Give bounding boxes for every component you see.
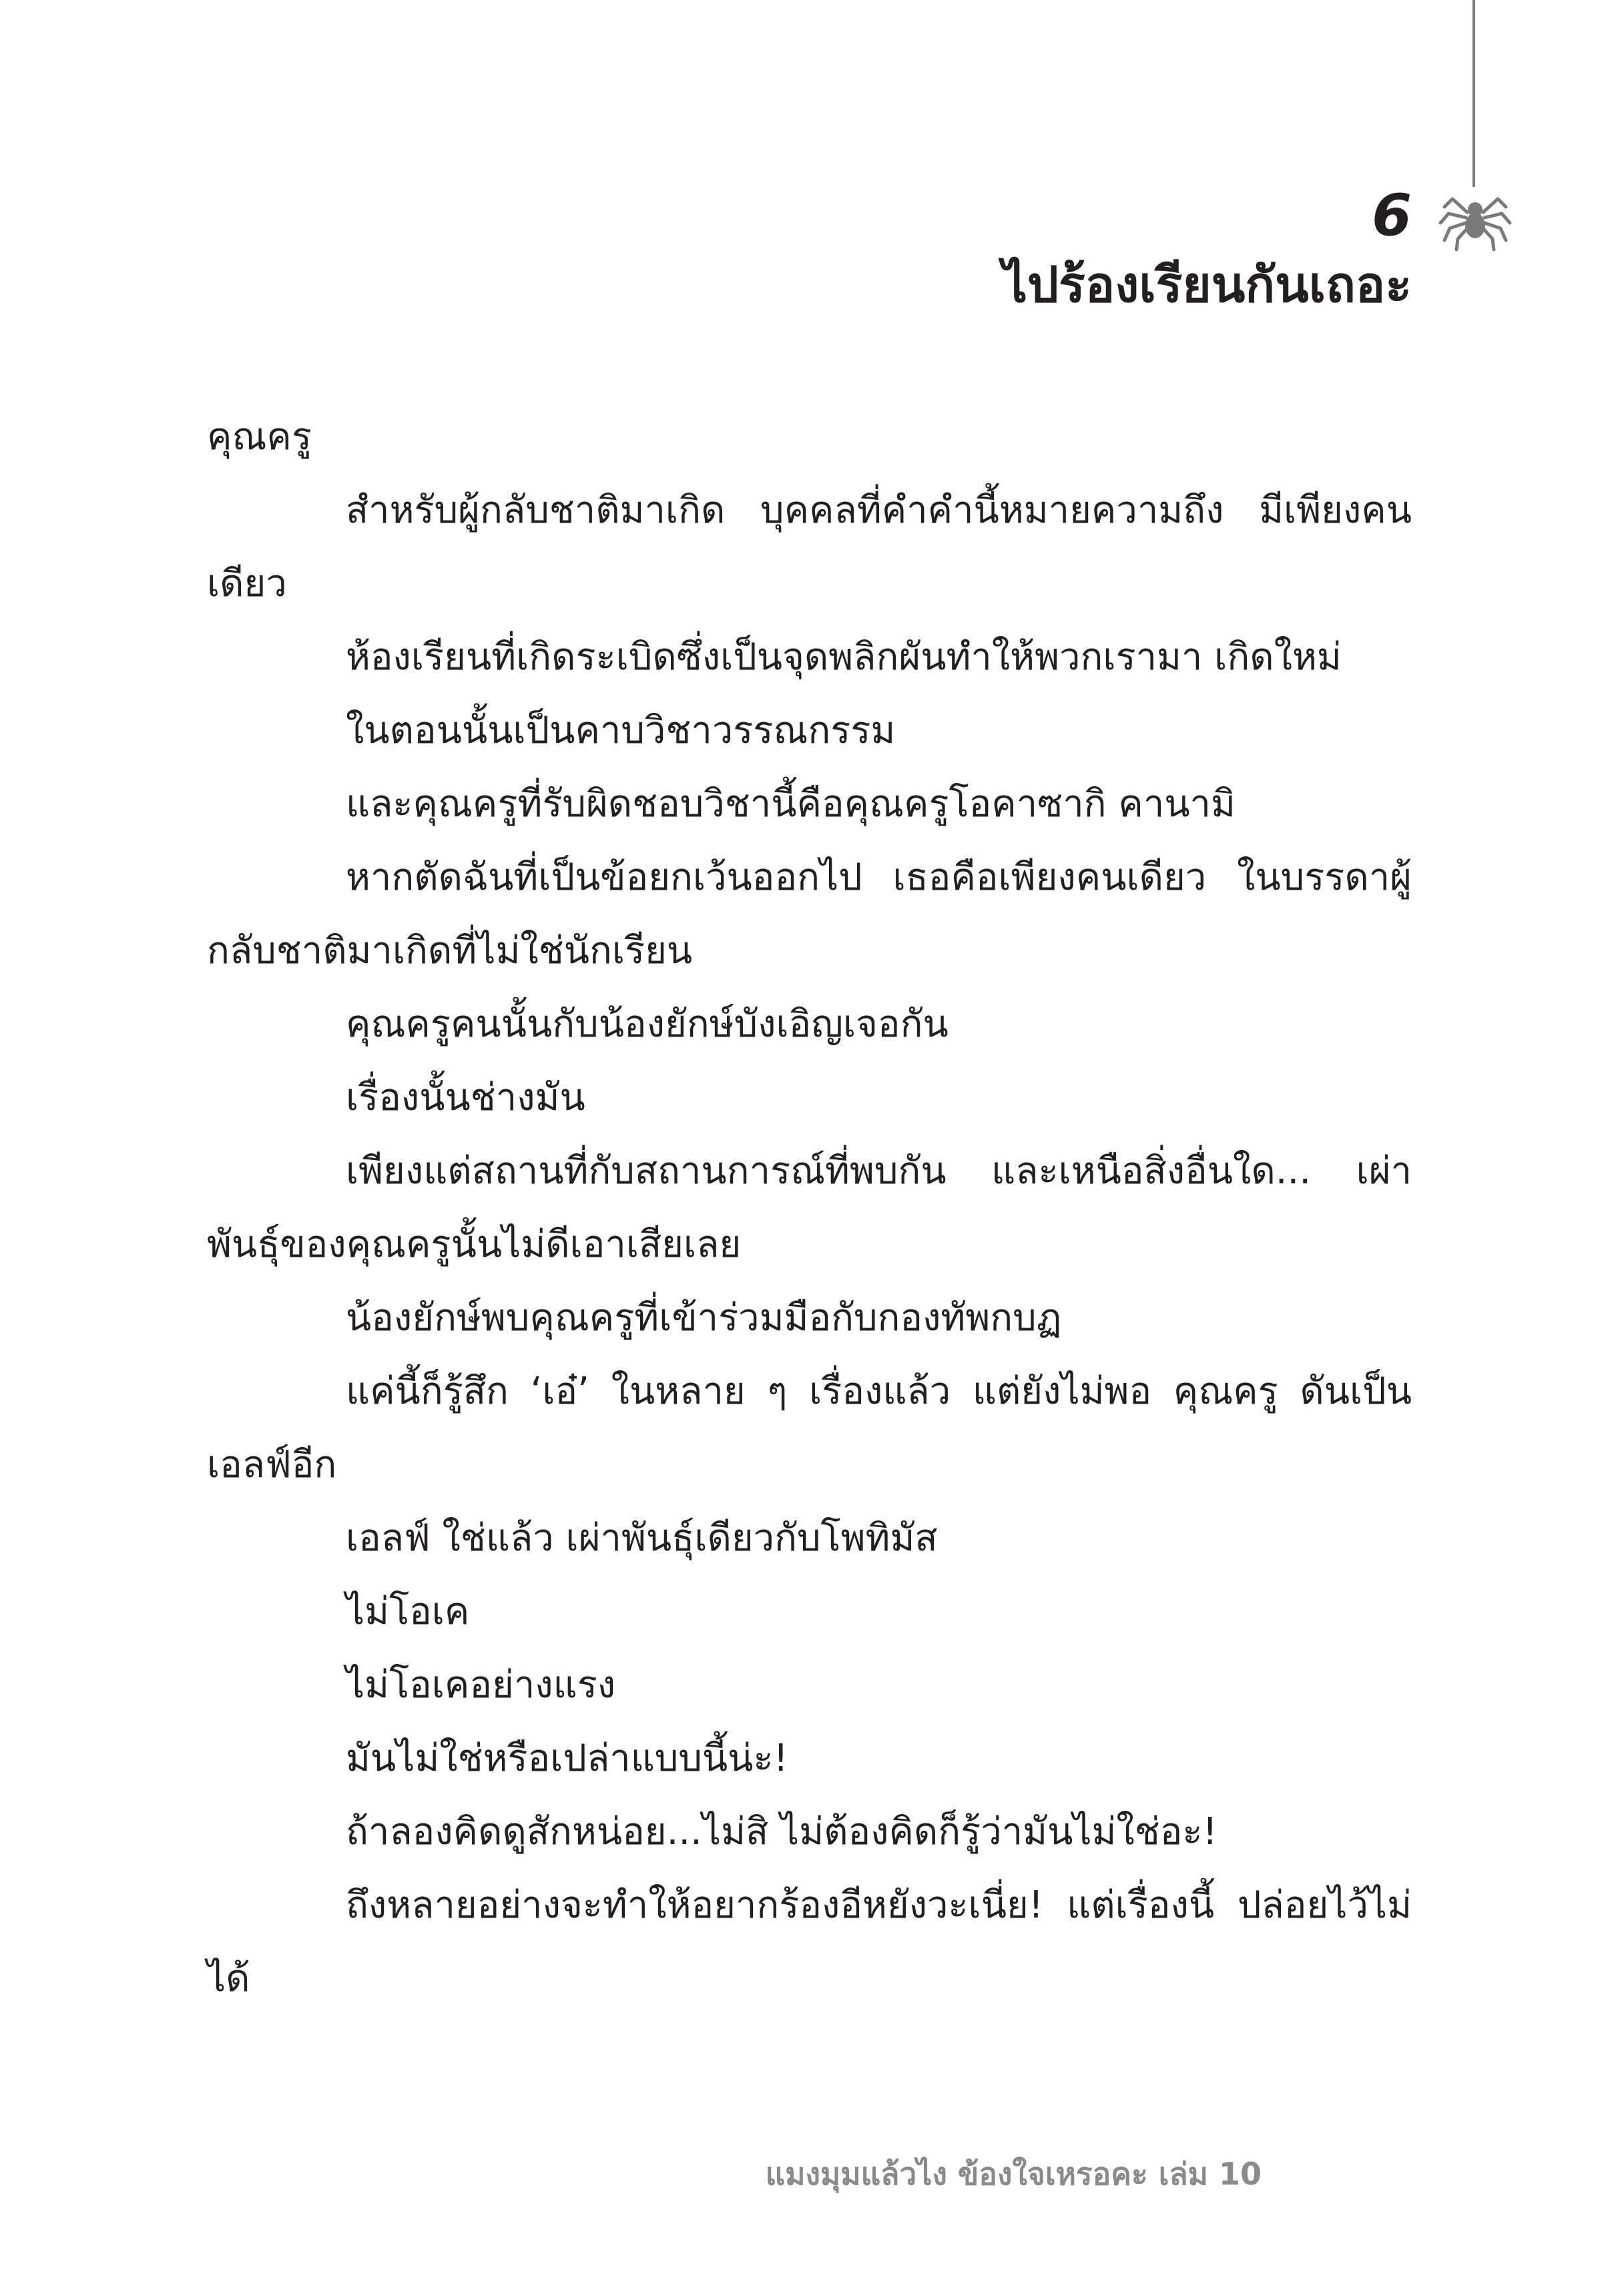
chapter-title: ไปร้องเรียนกันเถอะ: [1002, 256, 1412, 314]
spider-thread: [1472, 0, 1475, 187]
paragraph-8: เรื่องนั้นช่างมัน: [346, 1076, 585, 1119]
paragraph-11: แค่นี้ก็รู้สึก ‘เอ๋’ ในหลาย ๆ เรื่องแล้ว แต่ยังไม่พอ คุณครู ดันเป็นเอลฟ์อีก: [207, 1370, 1412, 1486]
paragraph-7: คุณครูคนนั้นกับน้องยักษ์บังเอิญเจอกัน: [346, 1002, 949, 1046]
paragraph-16: ถ้าลองคิดดูสักหน่อย...ไม่สิ ไม่ต้องคิดก็รู้ว่ามันไม่ใช่อะ!: [346, 1810, 1218, 1853]
paragraph-4: ในตอนนั้นเป็นคาบวิชาวรรณกรรม: [346, 709, 896, 752]
paragraph-14: ไม่โอเคอย่างแรง: [346, 1663, 616, 1707]
paragraph-15: มันไม่ใช่หรือเปล่าแบบนี้น่ะ!: [346, 1737, 788, 1780]
paragraph-12: เอลฟ์ ใช่แล้ว เผ่าพันธุ์เดียวกับโพทิมัส: [346, 1516, 938, 1560]
paragraph-2: สำหรับผู้กลับชาติมาเกิด บุคคลที่คำคำนี้หมายความถึง มีเพียงคนเดียว: [207, 489, 1412, 605]
paragraph-10: น้องยักษ์พบคุณครูที่เข้าร่วมมือกับกองทัพกบฏ: [346, 1296, 1062, 1340]
spider-icon: [1435, 179, 1515, 252]
paragraph-3: ห้องเรียนที่เกิดระเบิดซึ่งเป็นจุดพลิกผันทำให้พวกเรามา เกิดใหม่: [346, 635, 1342, 679]
paragraph-17: ถึงหลายอย่างจะทำให้อยากร้องอีหยังวะเนี่ย! แต่เรื่องนี้ ปล่อยไว้ไม่ได้: [207, 1884, 1412, 2000]
chapter-body: [207, 400, 1412, 2016]
paragraph-5: และคุณครูที่รับผิดชอบวิชานี้คือคุณครูโอคาซากิ คานามิ: [346, 782, 1236, 826]
running-footer-title: แมงมุมแล้วไง ข้องใจเหรอคะ เล่ม 10: [765, 2156, 1262, 2192]
paragraph-13: ไม่โอเค: [346, 1590, 470, 1633]
paragraph-9: เพียงแต่สถานที่กับสถานการณ์ที่พบกัน และเหนือสิ่งอื่นใด... เผ่าพันธุ์ของคุณครูนั้นไม่ดีเอาเสียเลย: [207, 1149, 1412, 1266]
paragraph-1: คุณครู: [207, 415, 312, 459]
chapter-number: 6: [1372, 182, 1412, 249]
paragraph-6: หากตัดฉันที่เป็นข้อยกเว้นออกไป เธอคือเพียงคนเดียว ในบรรดาผู้กลับชาติมาเกิดที่ไม่ใช่นักเรียน: [207, 856, 1412, 972]
